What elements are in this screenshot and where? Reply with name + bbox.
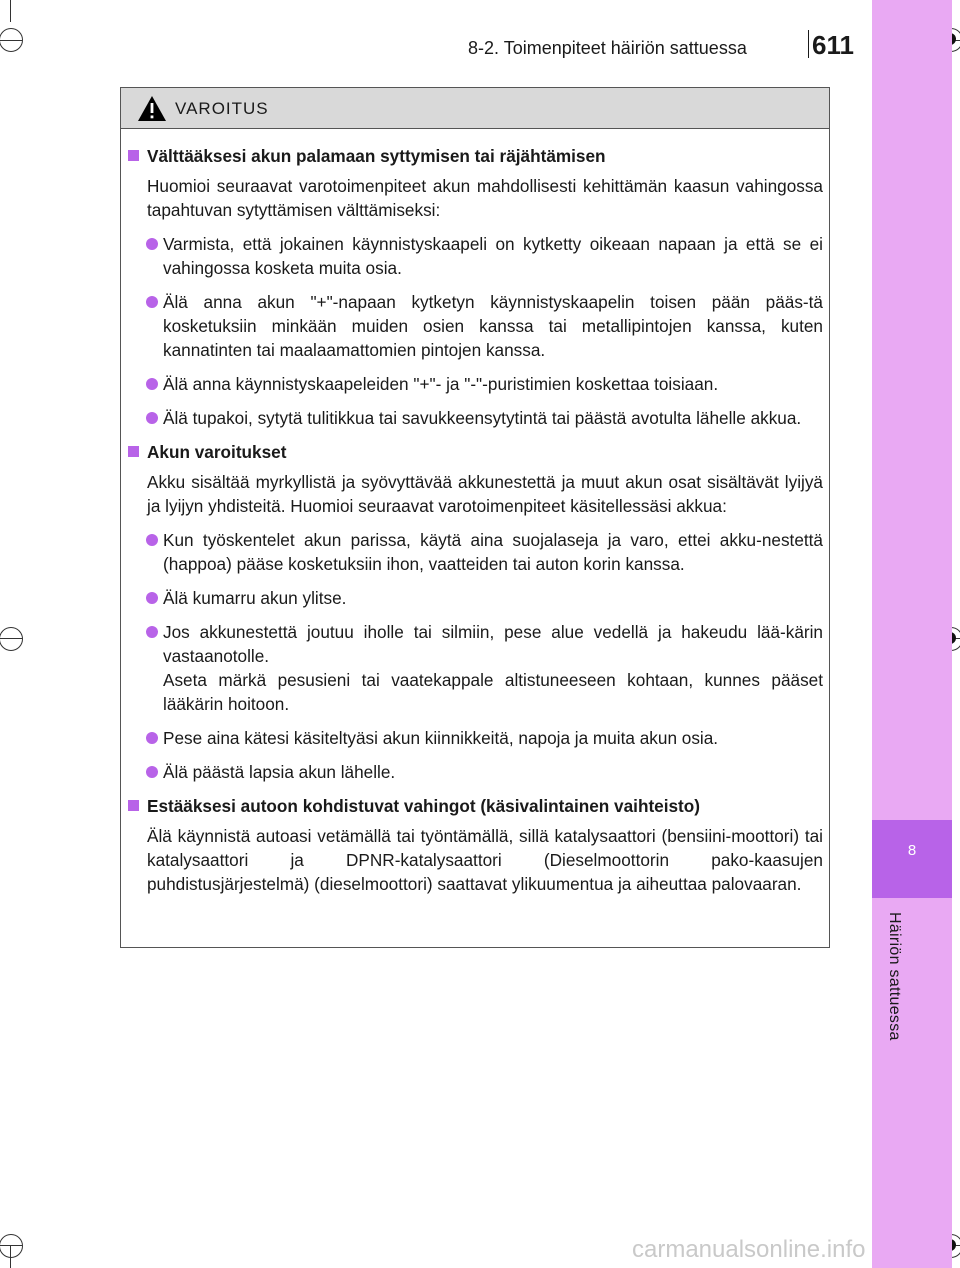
warning-box xyxy=(120,87,830,948)
list-item: Jos akkunestettä joutuu iholle tai silmiin, pese alue vedellä ja hakeudu lää-kärin vastaanotolle. Aseta märkä pesusieni tai vaatekappale altistuneeseen kohtaan, kunnes pääset lääkärin hoitoon. xyxy=(127,620,823,716)
circle-bullet-icon xyxy=(146,238,158,250)
chapter-label: Häiriön sattuessa xyxy=(886,912,903,1041)
section-header-title: 8-2. Toimenpiteet häiriön sattuessa xyxy=(468,38,747,58)
section-intro: Älä käynnistä autoasi vetämällä tai työntämällä, sillä katalysaattori (bensiini-moottori) tai katalysaattori ja DPNR-katalysaattori (Dieselmoottorin pako-kaasujen puhdistusjärjestelmä) (dieselmoottori) saattavat ylikuumentua ja aiheuttaa palovaaran. xyxy=(147,826,823,894)
chapter-side-band xyxy=(872,0,952,1268)
chapter-number-tab xyxy=(872,820,952,898)
section-intro: Huomioi seuraavat varotoimenpiteet akun mahdollisesti kehittämän kaasun vahingossa tapahtuvan sytyttämisen välttämiseksi: xyxy=(147,176,823,220)
warning-triangle-icon xyxy=(137,95,167,122)
list-item: Älä päästä lapsia akun lähelle. xyxy=(127,760,823,784)
list-item: Varmista, että jokainen käynnistyskaapeli on kytketty oikeaan napaan ja että se ei vahingossa kosketa muita osia. xyxy=(127,232,823,280)
section-heading: Estääksesi autoon kohdistuvat vahingot (käsivalintainen vaihteisto) xyxy=(127,794,823,818)
warning-label: VAROITUS xyxy=(175,99,269,118)
square-bullet-icon xyxy=(128,800,139,811)
circle-bullet-icon xyxy=(146,766,158,778)
list-item: Älä anna akun "+"-napaan kytketyn käynnistyskaapelin toisen pään pääs-tä kosketuksiin minkään muiden osien kanssa tai metallipintojen kanssa, kuten kannatinten tai maalaamattomien pintojen kanssa. xyxy=(127,290,823,362)
section-heading: Välttääksesi akun palamaan syttymisen tai räjähtämisen xyxy=(127,144,823,168)
header-divider xyxy=(808,30,809,58)
warning-content xyxy=(127,144,823,896)
circle-bullet-icon xyxy=(146,626,158,638)
circle-bullet-icon xyxy=(146,732,158,744)
list-item: Kun työskentelet akun parissa, käytä aina suojalaseja ja varo, ettei akku-nestettä (happoa) pääse kosketuksiin ihon, vaatteiden tai auton korin kanssa. xyxy=(127,528,823,576)
list-item: Älä kumarru akun ylitse. xyxy=(127,586,823,610)
circle-bullet-icon xyxy=(146,412,158,424)
list-item: Älä anna käynnistyskaapeleiden "+"- ja "-"-puristimien koskettaa toisiaan. xyxy=(127,372,823,396)
square-bullet-icon xyxy=(128,446,139,457)
section-heading: Akun varoitukset xyxy=(127,440,823,464)
circle-bullet-icon xyxy=(146,534,158,546)
page-number: 611 xyxy=(812,30,854,60)
list-item: Älä tupakoi, sytytä tulitikkua tai savukkeensytytintä tai päästä avotulta lähelle akkua. xyxy=(127,406,823,430)
circle-bullet-icon xyxy=(146,378,158,390)
warning-header xyxy=(121,88,829,129)
circle-bullet-icon xyxy=(146,296,158,308)
chapter-number: 8 xyxy=(907,842,917,859)
circle-bullet-icon xyxy=(146,592,158,604)
watermark: carmanualsonline.info xyxy=(632,1236,866,1263)
list-item: Pese aina kätesi käsiteltyäsi akun kiinnikkeitä, napoja ja muita akun osia. xyxy=(127,726,823,750)
square-bullet-icon xyxy=(128,150,139,161)
section-intro: Akku sisältää myrkyllistä ja syövyttävää akkunestettä ja muut akun osat sisältävät lyijyä ja lyijyn yhdisteitä. Huomioi seuraavat varotoimenpiteet käsitellessäsi akkua: xyxy=(147,472,823,516)
